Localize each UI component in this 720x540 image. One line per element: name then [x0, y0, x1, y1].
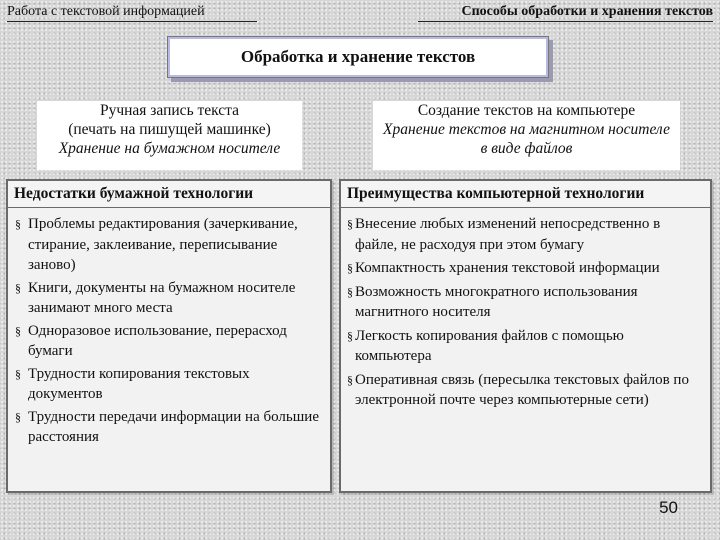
computer-method-box: [373, 101, 680, 170]
list-item: § Проблемы редактирования (зачеркивание, стирание, заклеивание, переписывание заново): [14, 214, 324, 276]
manual-method-line1: Ручная запись текста: [99, 102, 240, 119]
computer-storage-line1: Хранение текстов на магнитном носителе: [383, 121, 670, 138]
list-item: § Трудности копирования текстовых документов: [14, 364, 324, 405]
disadvantages-panel: [6, 179, 332, 493]
manual-storage: Хранение на бумажном носителе: [58, 140, 281, 157]
list-item: § Компактность хранения текстовой информации: [347, 258, 704, 279]
advantages-heading: Преимущества компьютерной технологии: [341, 181, 710, 208]
list-item: § Книги, документы на бумажном носителе занимают много места: [14, 278, 324, 319]
computer-method-line1: Создание текстов на компьютере: [417, 102, 636, 119]
list-item: § Одноразовое использование, перерасход бумаги: [14, 321, 324, 362]
computer-storage-line2: в виде файлов: [480, 140, 573, 157]
advantages-list: [347, 214, 704, 411]
header-section-title: Работа с текстовой информацией: [7, 4, 257, 22]
list-item: § Внесение любых изменений непосредственно в файле, не расходуя при этом бумагу: [347, 214, 704, 255]
disadvantages-heading: Недостатки бумажной технологии: [8, 181, 330, 208]
list-item: § Возможность многократного использования магнитного носителя: [347, 282, 704, 323]
list-item: § Оперативная связь (пересылка текстовых файлов по электронной почте через компьютерные сети): [347, 370, 704, 411]
manual-method-box: [37, 101, 302, 170]
disadvantages-list: [14, 214, 324, 448]
manual-method-line2: (печать на пишущей машинке): [68, 121, 271, 138]
header-topic-title: Способы обработки и хранения текстов: [418, 4, 713, 22]
advantages-panel: [339, 179, 712, 493]
slide-title: Обработка и хранение текстов: [167, 36, 549, 78]
page-number: 50: [659, 498, 678, 517]
list-item: § Легкость копирования файлов с помощью компьютера: [347, 326, 704, 367]
list-item: § Трудности передачи информации на большие расстояния: [14, 407, 324, 448]
